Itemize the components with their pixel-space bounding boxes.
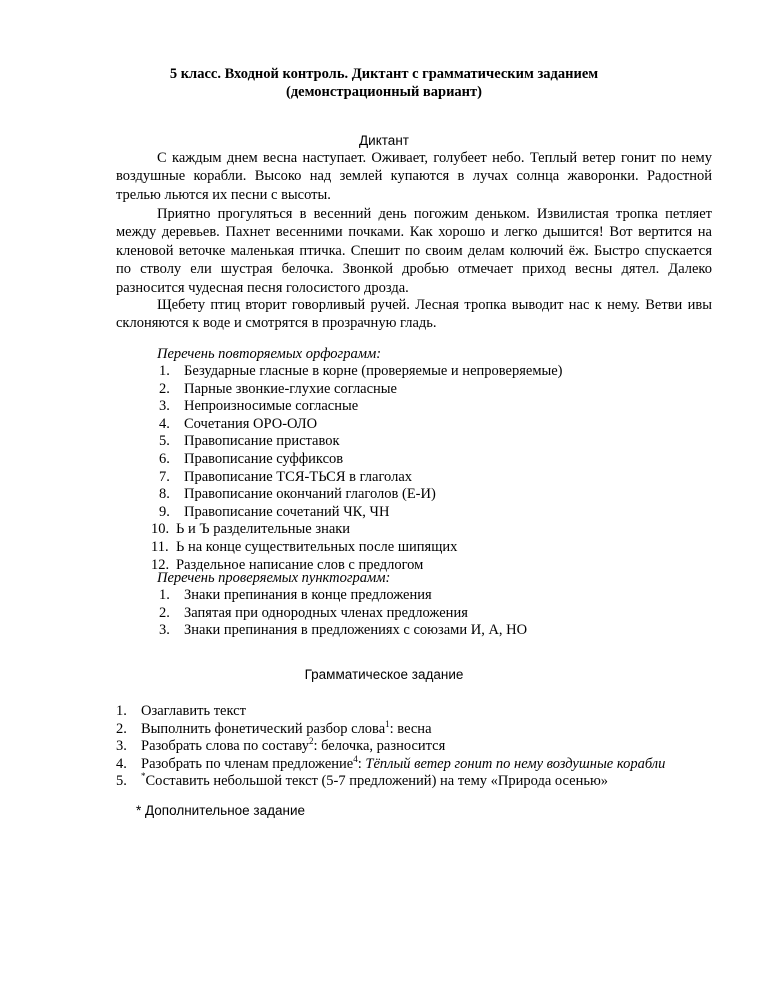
footnote-ref: * [141,771,146,782]
task-item: 3. Разобрать слова по составу$^2$: белочка, разносится [116,736,446,755]
dictation-paragraph-2: Приятно прогуляться в весенний день погожим деньком. Извилистая тропка петляет между деревьев. Пахнет весенними почками. Как хорошо и легко дышится! Вот вертится на кленовой веточке маленькая птичка. Спешит по своим делам колючий ёж. Быстро спускается по стволу ели шустрая белочка. Звонкой дробью отмечает приход весны дятел. Далеко разносится чудесная песня голосистого дрозда. [116,206,712,296]
punctograms-list [159,587,527,640]
task-item: 4. Разобрать по членам предложение$^4$: Тёплый ветер гонит по нему воздушные корабли [116,753,666,772]
list-item: 11. Ь на конце существительных после шипящих [151,538,458,555]
footnote-ref: 2 [308,736,314,747]
task-item: 2. Выполнить фонетический разбор слова$^1$: весна [116,718,432,737]
task-sentence: Тёплый ветер гонит по нему воздушные корабли [365,755,666,772]
page-title: 5 класс. Входной контроль. Диктант с грамматическим заданием [169,66,599,82]
orthograms-heading: Перечень повторяемых орфограмм: [157,346,382,362]
grammar-task-heading: Грамматическое задание [304,667,464,682]
grammar-task-list [116,703,665,791]
page-subtitle: (демонстрационный вариант) [286,84,482,100]
list-item: 5. Правописание приставок [159,433,340,450]
list-item: 7. Правописание ТСЯ-ТЬСЯ в глаголах [159,468,413,485]
list-item: 9. Правописание сочетаний ЧК, ЧН [159,503,390,520]
footnote-ref: 1 [385,718,390,729]
list-item: 4. Сочетания ОРО-ОЛО [159,415,318,432]
punctograms-heading: Перечень проверяемых пунктограмм: [157,570,391,586]
list-item: 6. Правописание суффиксов [159,450,344,467]
list-item: 8. Правописание окончаний глаголов (Е-И) [159,486,436,503]
task-item: 5. *Составить небольшой текст (5-7 предложений) на тему «Природа осенью» [116,771,609,790]
list-item: 12. Раздельное написание слов с предлогом [151,556,424,573]
list-item: 2. Запятая при однородных членах предложения [159,604,468,621]
dictation-heading: Диктант [359,133,409,148]
footnote-ref: 4 [353,753,358,764]
task-item: 1. Озаглавить текст [116,703,246,719]
list-item: 1. Знаки препинания в конце предложения [159,587,432,603]
list-item: 1. Безударные гласные в корне (проверяемые и непроверяемые) [159,363,563,379]
list-item: 3. Непроизносимые согласные [159,398,359,415]
dictation-paragraph-3: Щебету птиц вторит говорливый ручей. Лесная тропка выводит нас к нему. Ветви ивы склоняются к воде и смотрятся в прозрачную гладь. [116,297,712,332]
list-item: 2. Парные звонкие-глухие согласные [159,380,397,397]
dictation-paragraph-1: С каждым днем весна наступает. Оживает, голубеет небо. Теплый ветер гонит по нему воздушные корабли. Высоко над землей купаются в лучах солнца жаворонки. Радостной трелью льются их песни с высоты. [116,150,712,203]
list-item: 10. Ь и Ъ разделительные знаки [151,521,351,538]
footnote: * Дополнительное задание [136,803,306,818]
orthograms-list [151,363,563,574]
list-item: 3. Знаки препинания в предложениях с союзами И, А, НО [159,622,528,639]
